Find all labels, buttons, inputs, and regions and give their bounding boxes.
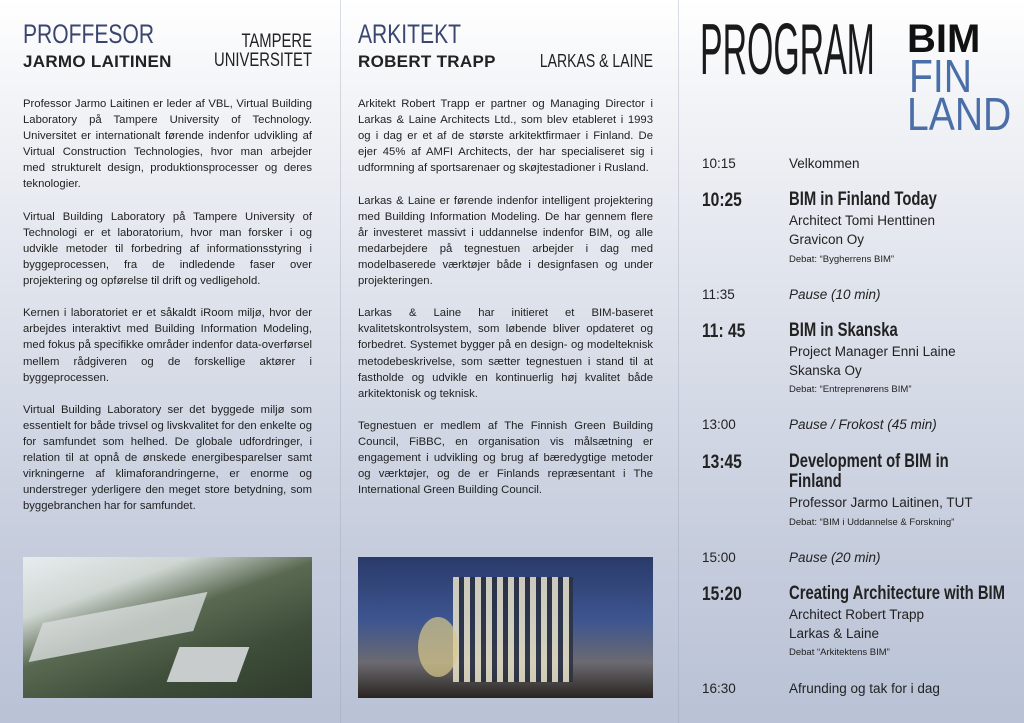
speaker: Project Manager Enni Laine: [789, 344, 956, 359]
speaker: Professor Jarmo Laitinen, TUT: [789, 495, 973, 510]
fold-line: [340, 0, 341, 723]
paragraph: Tegnestuen er medlem af The Finnish Green Building Council, FiBBC, en organisation vis målsætning er engagement i udvikling og brug af bæredygtige metoder og værktøjer, og de er Finlands repræsentant i The International Green Building Council.: [358, 419, 653, 497]
paragraph: Larkas & Laine har initieret et BIM-baseret kvalitetskontrolsystem, som løbende bliver opdateret og forbedret. Systemet bygger på en design- og modelteknisk metodebeskrivelse, som sætter tegnestuen i stand til at fastholde og udvikle en kontinuerlig høj kvalitet både arkitektonisk og teknisk.: [358, 307, 653, 400]
bio-text: [23, 96, 312, 531]
time: 13:00: [702, 417, 736, 432]
debate-topic: Debat: “Bygherrens BIM”: [789, 254, 895, 265]
time: 11: 45: [702, 321, 746, 342]
time: 11:35: [702, 287, 735, 302]
event-title: Finland: [789, 471, 842, 492]
event-title: BIM in Skanska: [789, 320, 898, 341]
fold-line: [678, 0, 679, 723]
company: Skanska Oy: [789, 363, 862, 378]
debate-topic: Debat “Arkitektens BIM”: [789, 647, 890, 658]
time: 10:25: [702, 190, 742, 211]
person-name: ROBERT TRAPP: [358, 52, 496, 71]
campus-aerial-image: [23, 557, 312, 698]
event-title: Pause (10 min): [789, 287, 881, 302]
bio-text: [358, 96, 653, 514]
paragraph: Virtual Building Laboratory ser det byggede miljø som essentielt for både trivsel og livskvalitet for den enkelte og for samfundet som helhed. De globale udfordringer, i relation til at opnå de ønskede energibesparelser samt virkningerne af klimaforandringerne, er enorme og understreger yderligere den meget store betydning, som byggebranchen har for samfundet.: [23, 403, 312, 513]
event-title: Pause / Frokost (45 min): [789, 417, 937, 432]
logo-bim: BIM: [907, 17, 981, 61]
paragraph: Virtual Building Laboratory på Tampere University of Technologi er et laboratorium, hvor man forsker i og udvikle metoder til forbedring af informationsstyring i byggeprocessen, fra de indledende faser over projektering og opførelse til drift og vedligehold.: [23, 210, 312, 288]
paragraph: Larkas & Laine er førende indenfor intelligent projektering med Building Information Modeling. De har gennem flere år investeret massivt i uddannelse indenfor BIM, og alle medarbejdere på tegnestuen arbejder i dag med modelbaserede værktøjer både i designfasen og under projekteringen.: [358, 194, 653, 288]
debate-topic: Debat: “Entreprenørens BIM”: [789, 384, 912, 395]
company: Larkas & Laine: [789, 626, 880, 641]
paragraph: Kernen i laboratoriet er et såkaldt iRoom miljø, hvor der arbejdes interaktivt med Building Information Modeling, med fokus på specifikke områder indenfor data-overførsel mellem rådgiveren og de forskellige aktører i byggeprocessen.: [23, 307, 312, 384]
speaker: Architect Tomi Henttinen: [789, 213, 936, 228]
org-line: UNIVERSITET: [214, 50, 312, 71]
program-title: PROGRAM: [700, 10, 875, 90]
logo-fin: FIN: [909, 50, 972, 102]
paragraph: Arkitekt Robert Trapp er partner og Managing Director i Larkas & Laine Architects Ltd., som blev etableret i 1993 og i dag er et af de største arkitektfirmaer i Finland. De ejer 45% af AMFI Architects, der har specialiseret sig i udformning af sportsarenaer og skøjtestadioner i Rusland.: [358, 98, 653, 175]
time: 13:45: [702, 452, 742, 473]
event-title: Afrunding og tak for i dag: [789, 681, 940, 696]
building-night-image: [358, 557, 653, 698]
event-title: Velkommen: [789, 156, 860, 171]
event-title: Creating Architecture with BIM: [789, 583, 1006, 604]
org-line: TAMPERE: [241, 31, 312, 52]
event-title: BIM in Finland Today: [789, 189, 937, 210]
role-heading: ARKITEKT: [358, 19, 461, 49]
speaker: Architect Robert Trapp: [789, 607, 925, 622]
time: 15:00: [702, 550, 736, 565]
event-title: Pause (20 min): [789, 550, 881, 565]
time: 10:15: [702, 156, 736, 171]
company: Gravicon Oy: [789, 232, 865, 247]
org-name: LARKAS & LAINE: [539, 51, 653, 71]
debate-topic: Debat: “BIM i Uddannelse & Forskning”: [789, 517, 955, 528]
person-name: JARMO LAITINEN: [23, 52, 172, 71]
time: 16:30: [702, 681, 736, 696]
event-title: Development of BIM in: [789, 451, 949, 472]
logo-land: LAND: [907, 88, 1012, 140]
time: 15:20: [702, 584, 742, 605]
role-heading: PROFFESOR: [23, 19, 155, 49]
paragraph: Professor Jarmo Laitinen er leder af VBL, Virtual Building Laboratory på Tampere University of Technology. Universitet er internationalt førende indenfor udvikling af Virtual Construction Technologies, hvor man arbejder med strukturelt design, produktionsprocesser og deres teknologier.: [23, 98, 312, 191]
